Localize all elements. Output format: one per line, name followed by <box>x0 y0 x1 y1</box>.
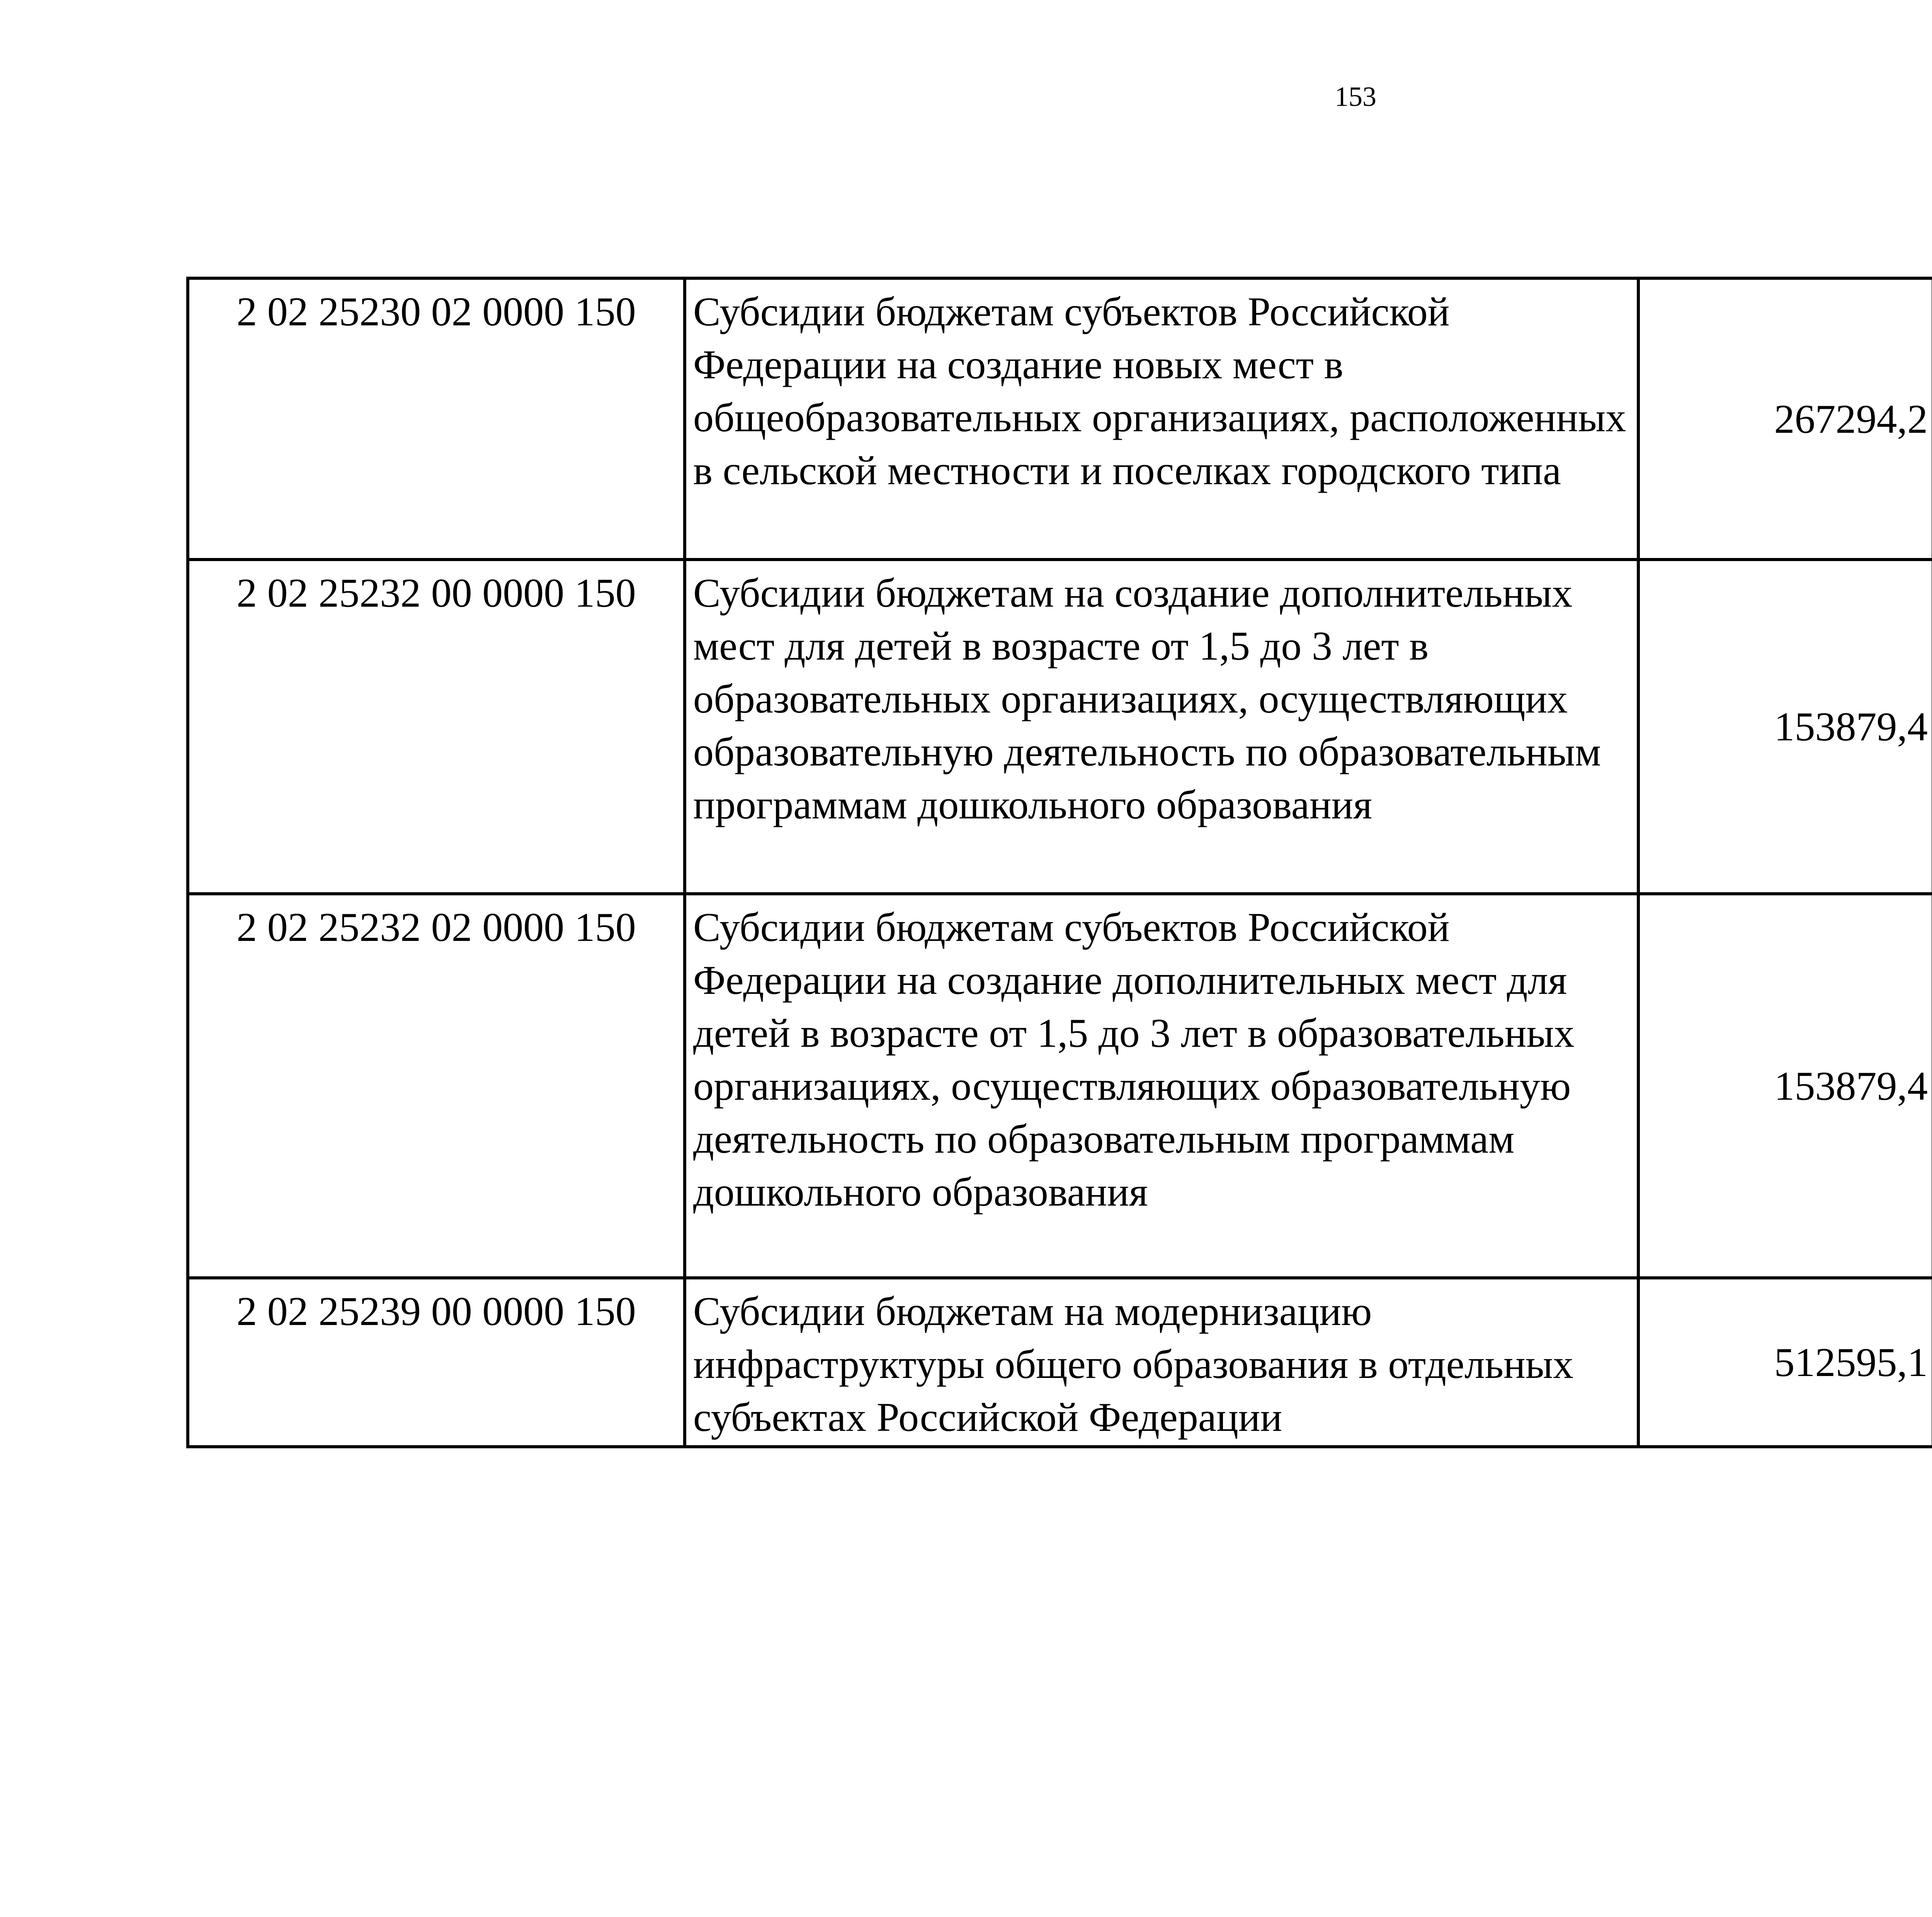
budget-table <box>186 277 1932 1448</box>
table-row <box>188 278 1932 560</box>
page-number: 153 <box>1335 81 1376 112</box>
table-row <box>188 1278 1932 1447</box>
budget-code-cell: 2 02 25232 02 0000 150 <box>188 894 685 1278</box>
value-cell-1: 153879,4 <box>1638 894 1932 1278</box>
table-row <box>188 894 1932 1278</box>
description-cell: Субсидии бюджетам на создание дополнительных мест для детей в возрасте от 1,5 до 3 лет в образовательных организациях, осуществляющих образовательную деятельность по образовательным программам дошкольного образования <box>685 560 1638 894</box>
description-cell: Субсидии бюджетам на модернизацию инфраструктуры общего образования в отдельных субъектах Российской Федерации <box>685 1278 1638 1447</box>
budget-code-cell: 2 02 25230 02 0000 150 <box>188 278 685 560</box>
budget-code-cell: 2 02 25232 00 0000 150 <box>188 560 685 894</box>
value-cell-1: 512595,1 <box>1638 1278 1932 1447</box>
value-cell-1: 267294,2 <box>1638 278 1932 560</box>
table-row <box>188 560 1932 894</box>
budget-code-cell: 2 02 25239 00 0000 150 <box>188 1278 685 1447</box>
description-cell: Субсидии бюджетам субъектов Российской Федерации на создание дополнительных мест для детей в возрасте от 1,5 до 3 лет в образовательных организациях, осуществляющих образовательную деятельность по образовательным программам дошкольного образования <box>685 894 1638 1278</box>
description-cell: Субсидии бюджетам субъектов Российской Федерации на создание новых мест в общеобразовательных организациях, расположенных в сельской местности и поселках городского типа <box>685 278 1638 560</box>
value-cell-1: 153879,4 <box>1638 560 1932 894</box>
